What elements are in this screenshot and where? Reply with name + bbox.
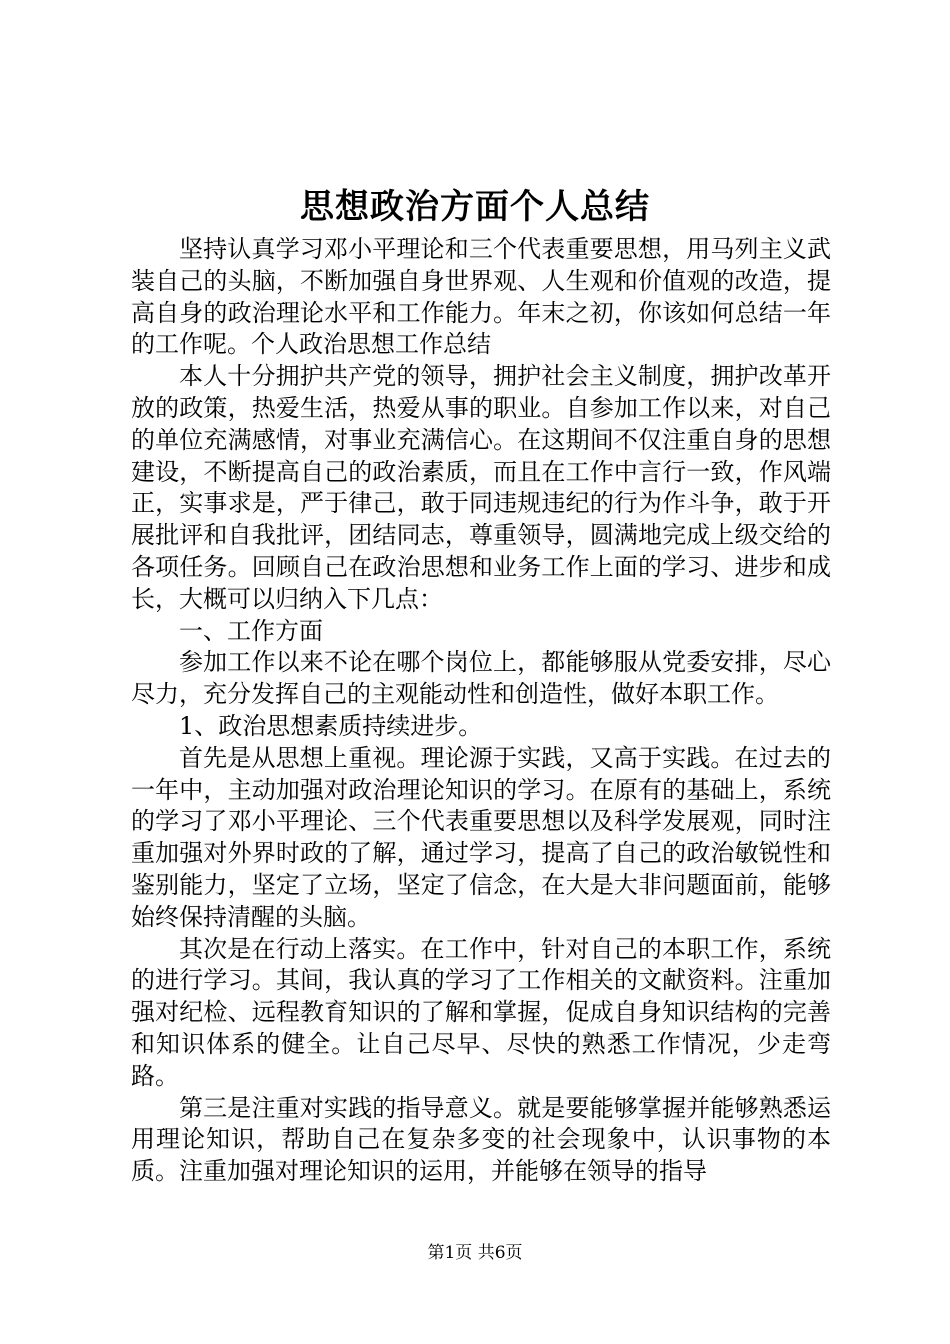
paragraph-4: 首先是从思想上重视。理论源于实践，又高于实践。在过去的一年中，主动加强对政治理论知识的学习。在原有的基础上，系统的学习了邓小平理论、三个代表重要思想以及科学发展观，同时注重加强对外界时政的了解，通过学习，提高了自己的政治敏锐性和鉴别能力，坚定了立场，坚定了信念，在大是大非问题面前，能够始终保持清醒的头脑。 (131, 743, 831, 931)
subsection-heading: 1、政治思想素质持续进步。 (179, 711, 483, 740)
paragraph-5: 其次是在行动上落实。在工作中，针对自己的本职工作，系统的进行学习。其间，我认真的学习了工作相关的文献资料。注重加强对纪检、远程教育知识的了解和掌握，促成自身知识结构的完善和知识体系的健全。让自己尽早、尽快的熟悉工作情况，少走弯路。 (131, 934, 831, 1090)
section-heading: 一、工作方面 (179, 616, 323, 645)
paragraph-6: 第三是注重对实践的指导意义。就是要能够掌握并能够熟悉运用理论知识，帮助自己在复杂多变的社会现象中，认识事物的本质。注重加强对理论知识的运用，并能够在领导的指导 (131, 1093, 831, 1186)
paragraph-1: 坚持认真学习邓小平理论和三个代表重要思想，用马列主义武装自己的头脑，不断加强自身世界观、人生观和价值观的改造，提高自身的政治理论水平和工作能力。年末之初，你该如何总结一年的工作呢。个人政治思想工作总结 (131, 235, 831, 359)
page-number-footer: 第1页 共6页 (427, 1243, 523, 1263)
document-body (131, 234, 831, 1188)
paragraph-2: 本人十分拥护共产党的领导，拥护社会主义制度，拥护改革开放的政策，热爱生活，热爱从事的职业。自参加工作以来，对自己的单位充满感情，对事业充满信心。在这期间不仅注重自身的思想建设，不断提高自己的政治素质，而且在工作中言行一致，作风端正，实事求是，严于律己，敢于同违规违纪的行为作斗争，敢于开展批评和自我批评，团结同志，尊重领导，圆满地完成上级交给的各项任务。回顾自己在政治思想和业务工作上面的学习、进步和成长，大概可以归纳入下几点： (131, 362, 831, 613)
document-title: 思想政治方面个人总结 (300, 187, 650, 227)
paragraph-3: 参加工作以来不论在哪个岗位上，都能够服从党委安排，尽心尽力，充分发挥自己的主观能动性和创造性，做好本职工作。 (131, 648, 831, 709)
